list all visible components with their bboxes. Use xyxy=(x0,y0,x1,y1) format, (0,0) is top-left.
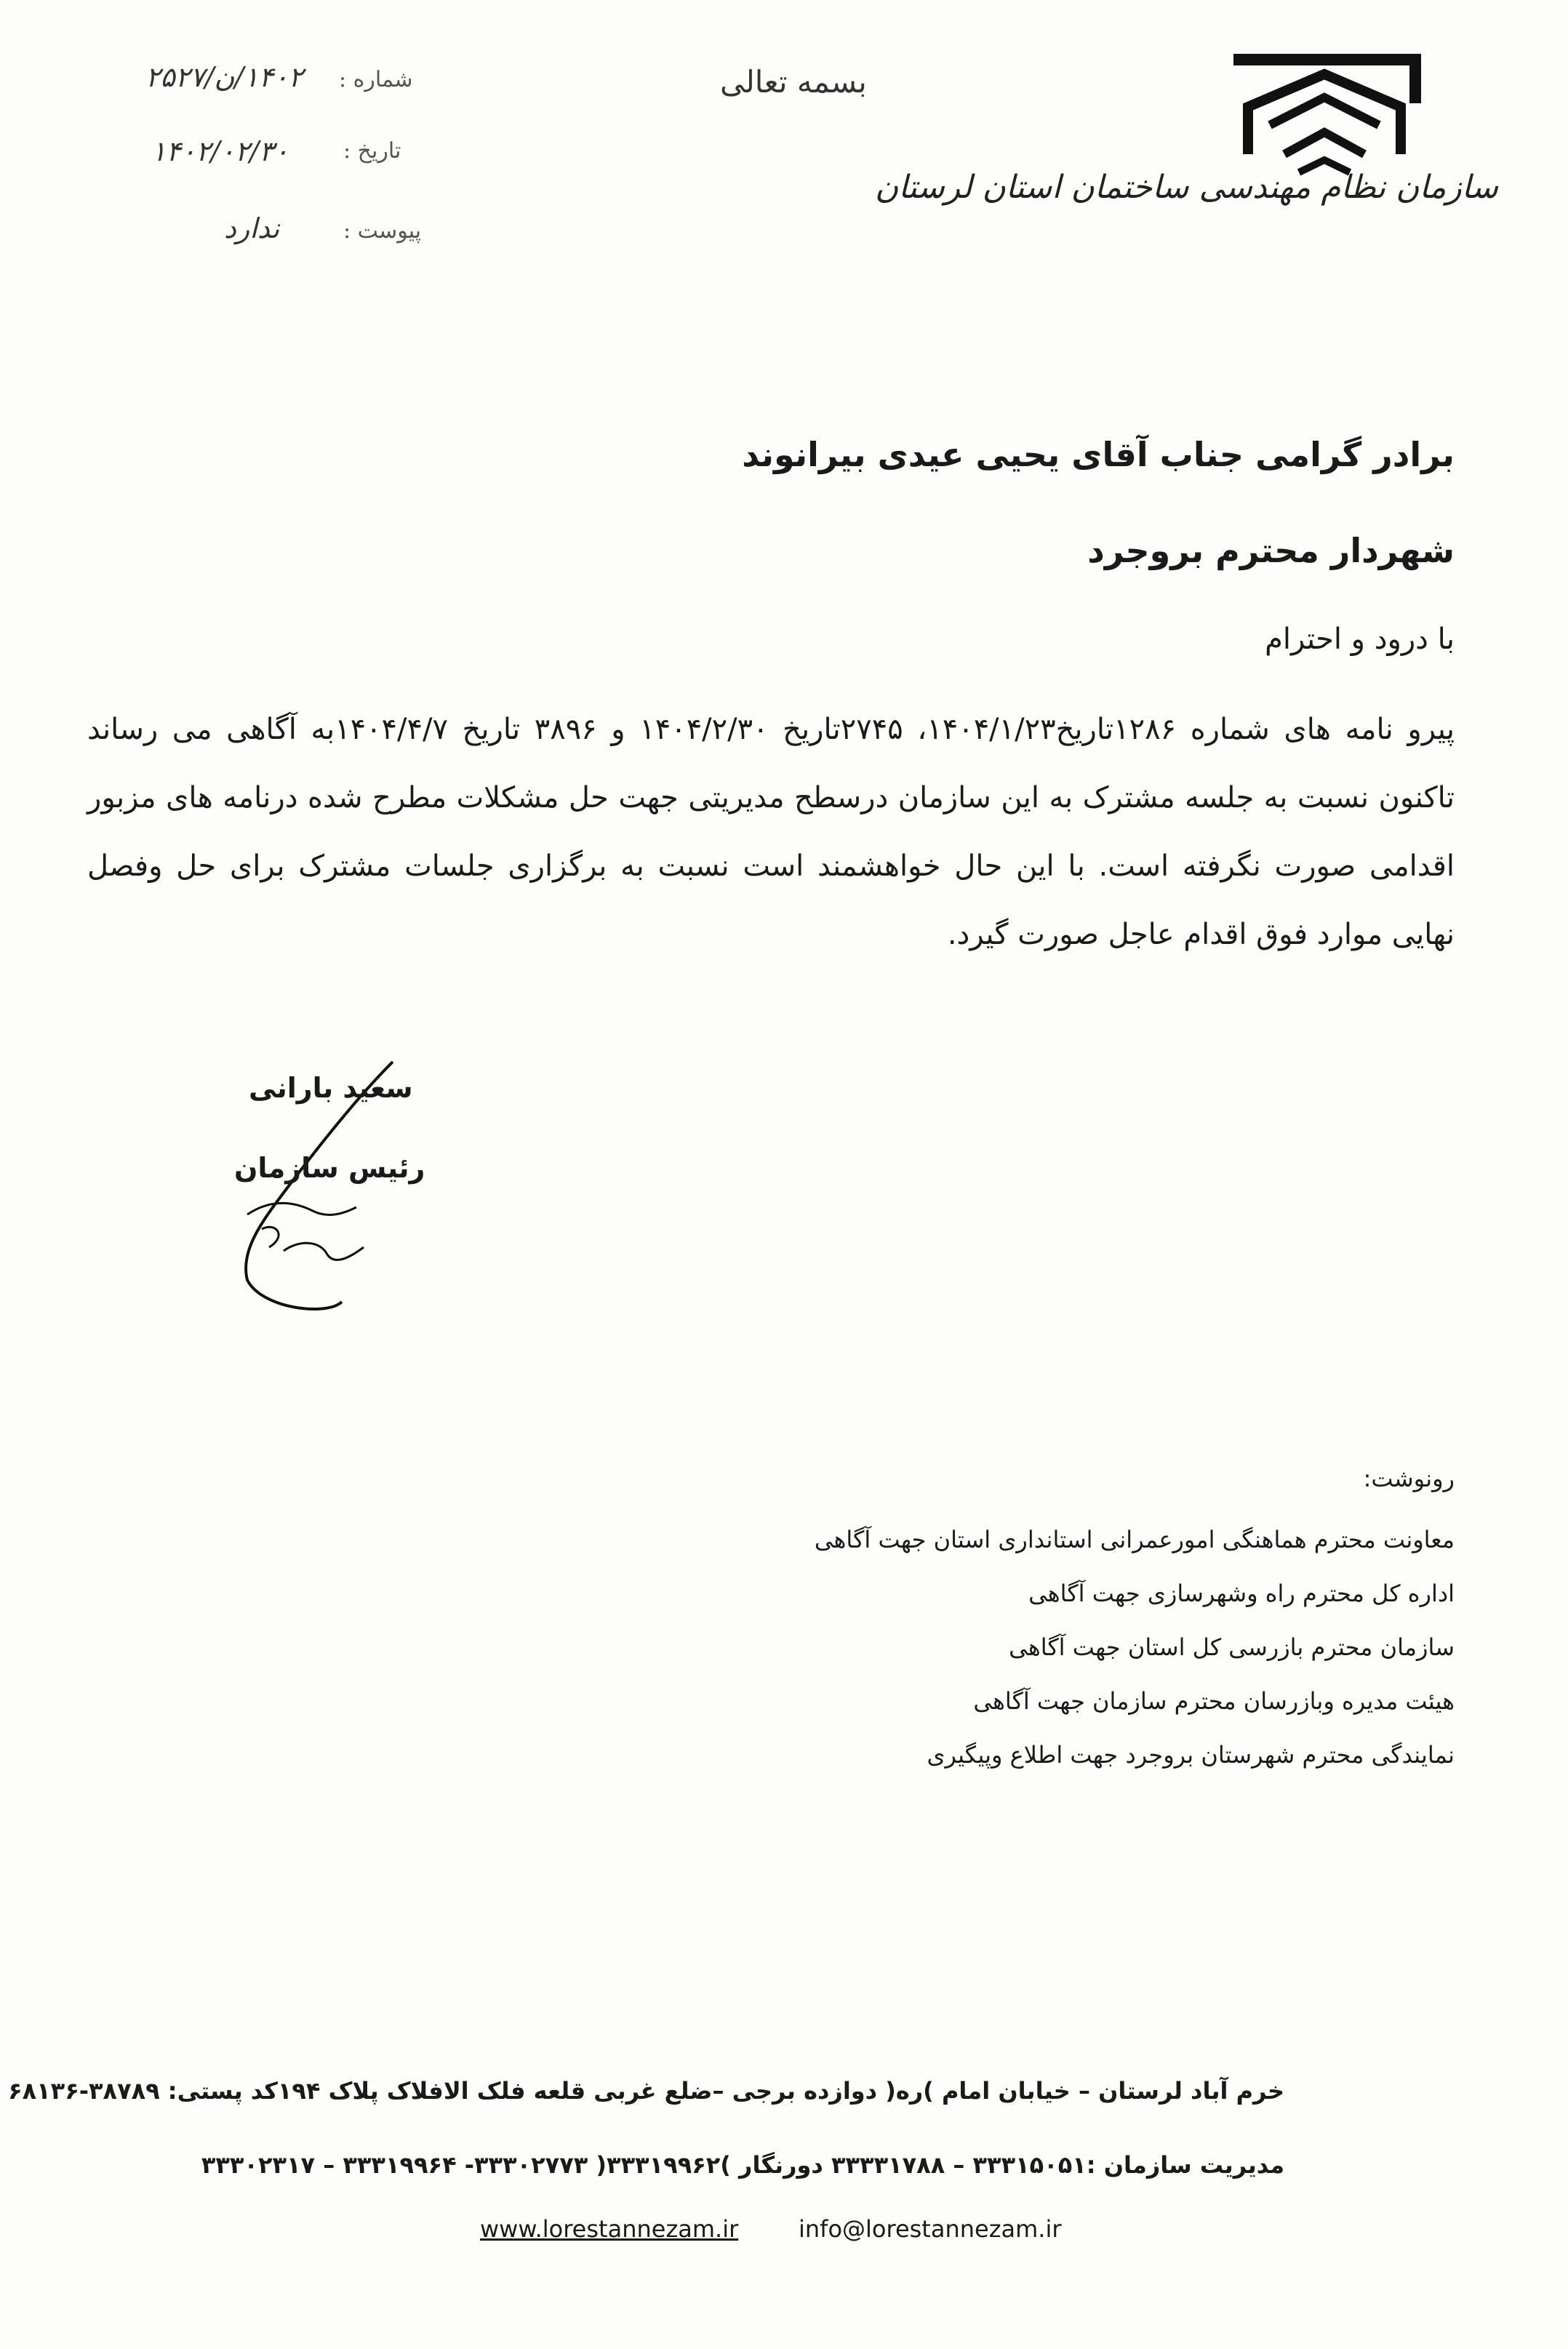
cc-list xyxy=(815,1513,1455,1782)
letter-body: پیرو نامه های شماره ۱۲۸۶تاریخ۱۴۰۴/۱/۲۳، ۲۷۴۵تاریخ ۱۴۰۴/۲/۳۰ و ۳۸۹۶ تاریخ ۱۴۰۴/۴/۷به آگاهی می رساند تاکنون نسبت به جلسه مشترک به این سازمان درسطح مدیریتی جهت حل مشکلات مطرح شده درنامه های مزبور اقدامی صورت نگرفته است. با این حال خواهشمند است نسبت به برگزاری جلسات مشترک برای حل وفصل نهایی موارد فوق اقدام عاجل صورت گیرد. xyxy=(87,713,1455,951)
letter-date-value: ۱۴۰۲/۰۲/۳۰ xyxy=(151,135,289,167)
signer-title: رئیس سازمان xyxy=(234,1152,425,1184)
letter-date-label: تاریخ : xyxy=(343,138,401,164)
cc-item: سازمان محترم بازرسی کل استان جهت آگاهی xyxy=(1009,1633,1455,1661)
footer-website-link[interactable]: www.lorestannezam.ir xyxy=(480,2215,739,2243)
cc-item: معاونت محترم هماهنگی امورعمرانی استانداری استان جهت آگاهی xyxy=(814,1526,1455,1553)
letter-attachment-label: پیوست : xyxy=(343,218,422,244)
letter-attachment-value: ندارد xyxy=(224,212,280,244)
footer-email-link[interactable]: info@lorestannezam.ir xyxy=(799,2215,1062,2243)
salutation: با درود و احترام xyxy=(1265,623,1455,656)
cc-item: نمایندگی محترم شهرستان بروجرد جهت اطلاع وپیگیری xyxy=(927,1741,1455,1769)
organization-logo xyxy=(1219,45,1430,176)
cc-title: رونوشت: xyxy=(1363,1465,1455,1492)
cc-item: اداره کل محترم راه وشهرسازی جهت آگاهی xyxy=(1028,1580,1455,1607)
letter-number-value: ۱۴۰۲/ن/۲۵۲۷ xyxy=(145,61,303,93)
footer-phones: مدیریت سازمان :۳۳۳۱۵۰۵۱ – ۳۳۳۳۱۷۸۸ دورنگار )۳۳۳۱۹۹۶۲( ۳۳۳۰۲۷۷۳- ۳۳۳۱۹۹۶۴ – ۳۳۳۰۲۳۱۷ xyxy=(201,2151,1284,2179)
letter-number-label: شماره : xyxy=(339,67,413,92)
signer-name: سعید بارانی xyxy=(249,1072,413,1104)
recipient-line-1: برادر گرامی جناب آقای یحیی عیدی بیرانوند xyxy=(742,435,1455,474)
cc-item: هیئت مدیره وبازرسان محترم سازمان جهت آگاهی xyxy=(973,1687,1455,1715)
footer-address: خرم آباد لرستان – خیابان امام )ره( دوازده برجی –ضلع غربی قلعه فلک الافلاک پلاک ۱۹۴کد پستی: ۳۸۷۸۹-۶۸۱۳۶ xyxy=(8,2077,1284,2105)
recipient-line-2: شهردار محترم بروجرد xyxy=(1087,531,1455,570)
organization-name: سازمان نظام مهندسی ساختمان استان لرستان xyxy=(874,169,1498,206)
basmala: بسمه تعالی xyxy=(720,64,867,100)
